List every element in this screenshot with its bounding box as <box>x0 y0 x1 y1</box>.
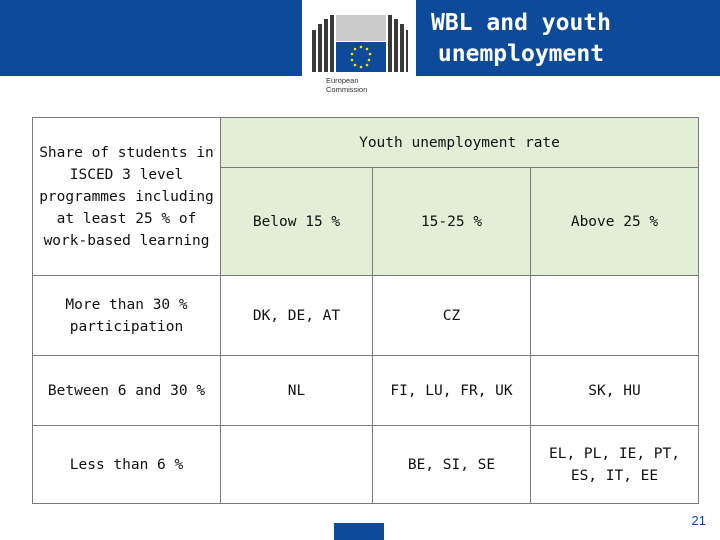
row-label: More than 30 % participation <box>33 276 221 356</box>
header-bar <box>0 0 720 94</box>
slide-title <box>416 8 626 70</box>
logo-text-line-2: Commission <box>326 85 368 94</box>
table-row <box>33 276 699 356</box>
row-label: Less than 6 % <box>33 426 221 504</box>
column-header: Below 15 % <box>221 168 373 276</box>
table-cell: EL, PL, IE, PT, ES, IT, EE <box>531 426 699 504</box>
logo-container <box>302 0 416 104</box>
table-header-row <box>33 118 699 168</box>
slide-title-line-2: unemployment <box>437 41 605 67</box>
table-cell: SK, HU <box>531 356 699 426</box>
table-row <box>33 356 699 426</box>
footer-bar <box>334 523 384 540</box>
table-cell: NL <box>221 356 373 426</box>
logo-text <box>326 76 367 94</box>
table-cell: DK, DE, AT <box>221 276 373 356</box>
group-header: Youth unemployment rate <box>221 118 699 168</box>
table-cell: BE, SI, SE <box>373 426 531 504</box>
table-cell <box>221 426 373 504</box>
wbl-unemployment-table <box>32 117 699 504</box>
table-cell: FI, LU, FR, UK <box>373 356 531 426</box>
row-header-label: Share of students in ISCED 3 level programmes including at least 25 % of work-based learning <box>33 118 221 276</box>
table-row <box>33 426 699 504</box>
table-cell <box>531 276 699 356</box>
table-cell: CZ <box>373 276 531 356</box>
european-commission-logo-icon <box>312 14 408 74</box>
logo-text-line-1: European <box>326 76 359 85</box>
slide-title-line-1: WBL and youth <box>430 10 611 36</box>
page-number: 21 <box>691 513 706 528</box>
column-header: 15-25 % <box>373 168 531 276</box>
row-label: Between 6 and 30 % <box>33 356 221 426</box>
column-header: Above 25 % <box>531 168 699 276</box>
